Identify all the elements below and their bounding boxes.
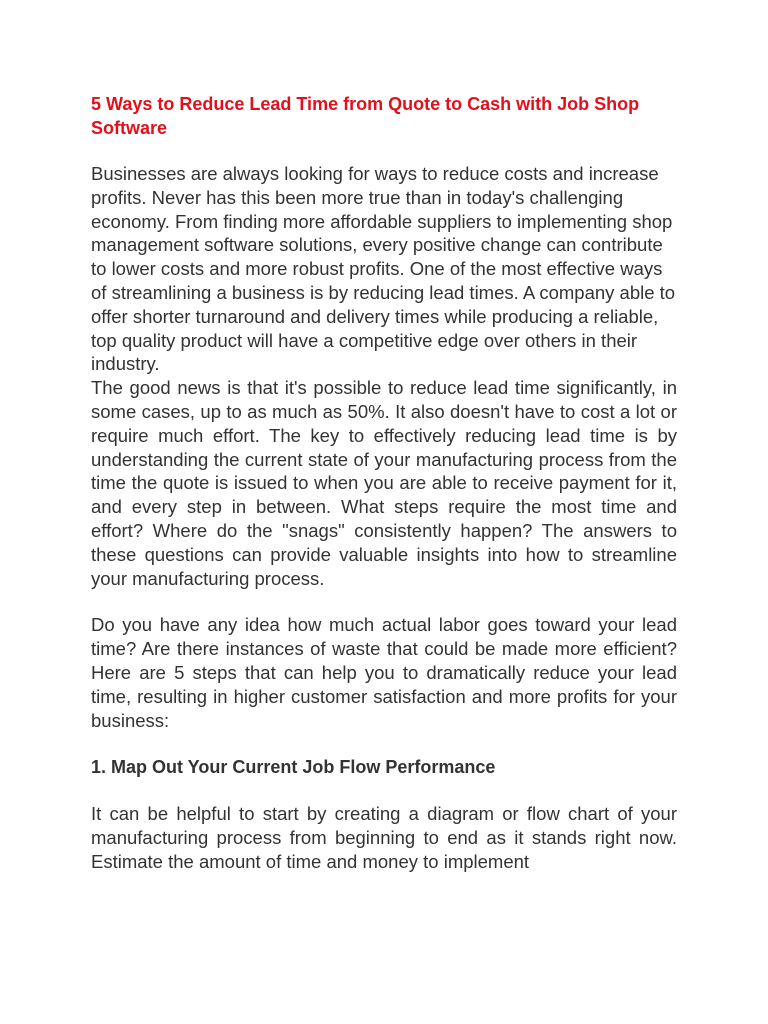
intro-paragraph: Businesses are always looking for ways to reduce costs and increase profits. Never has this been more true than in today's challenging economy. From finding more affordable suppliers to implementing shop management software solutions, every positive change can contribute to lower costs and more robust profits. One of the most effective ways of streamlining a business is by reducing lead times. A company able to offer shorter turnaround and delivery times while producing a reliable, top quality product will have a competitive edge over others in their industry.	[91, 163, 676, 375]
labor-question-paragraph: Do you have any idea how much actual labor goes toward your lead time? Are there instances of waste that could be made more efficient? Here are 5 steps that can help you to dramatically reduce your lead time, resulting in higher customer satisfaction and more profits for your business:	[91, 614, 677, 731]
good-news-paragraph: The good news is that it's possible to reduce lead time significantly, in some cases, up to as much as 50%. It also doesn't have to cost a lot or require much effort. The key to effectively reducing lead time is by understanding the current state of your manufacturing process from the time the quote is issued to when you are able to receive payment for it, and every step in between. What steps require the most time and effort? Where do the "snags" consistently happen? The answers to these questions can provide valuable insights into how to streamline your manufacturing process.	[91, 377, 677, 589]
section-paragraph: It can be helpful to start by creating a diagram or flow chart of your manufacturing process from beginning to end as it stands right now. Estimate the amount of time and money to implement	[91, 803, 677, 872]
document-title: 5 Ways to Reduce Lead Time from Quote to Cash with Job Shop Software	[91, 94, 640, 138]
document-body	[91, 92, 677, 874]
section-heading: 1. Map Out Your Current Job Flow Performance	[91, 757, 496, 778]
